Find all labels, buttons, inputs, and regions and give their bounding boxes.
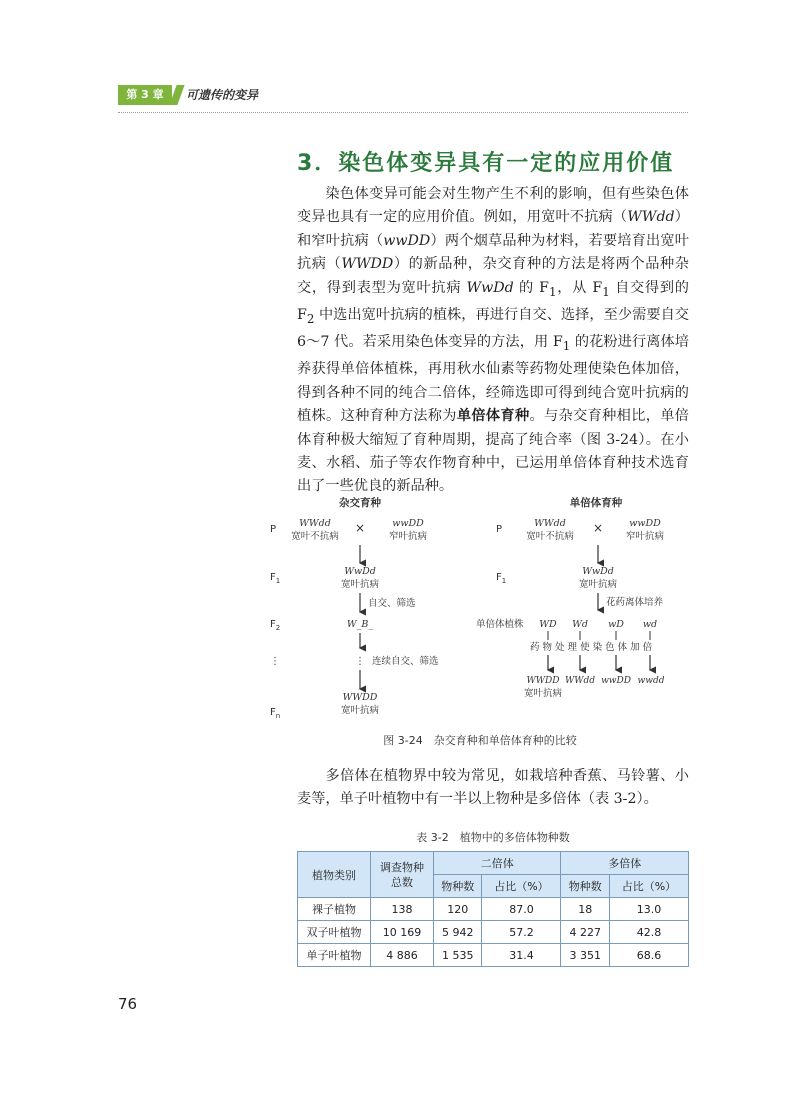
step-drug: 药 物 处 理 使 染 色 体 加 倍 (530, 642, 653, 653)
p2-genotype: wwDD (392, 518, 424, 529)
f1-genotype-right: WwDd (582, 566, 614, 577)
p1-genotype: WWdd (299, 518, 331, 529)
breeding-diagram (260, 490, 700, 730)
fn-phenotype: 宽叶抗病 (340, 705, 380, 716)
body-paragraph-2: 多倍体在植物界中较为常见，如栽培种香蕉、马铃薯、小麦等，单子叶植物中有一半以上物种是多倍体（表 3-2）。 (297, 768, 689, 808)
dots-middle: ⋮ (355, 656, 365, 667)
col-total: 调查物种 总数 (371, 852, 434, 898)
col-polyploid-pct: 占比（%） (609, 875, 688, 898)
f2-genotype: W_B_ (346, 619, 374, 630)
table-row: 单子叶植物 4 886 1 535 31.4 3 351 68.6 (298, 944, 689, 967)
key-term: 单倍体育种 (456, 408, 530, 425)
section-title: 3．染色体变异具有一定的应用价值 (297, 151, 675, 176)
f1-phenotype: 宽叶抗病 (340, 579, 380, 590)
chapter-badge: 第 3 章 (126, 88, 164, 101)
gen-f1-right: $F_1$ (496, 572, 507, 585)
diploid-4: wwdd (637, 676, 665, 686)
body-paragraph-1: 染色体变异可能会对生物产生不利的影响，但有些染色体变异也具有一定的应用价值。例如，用宽叶不抗病（WWdd）和窄叶抗病（wwDD）两个烟草品种为材料，若要培育出宽叶抗病（WWDD）的新品种，杂交育种的方法是将两个品种杂交，得到表型为宽叶抗病 WwDd 的 $F_1$，从 $F_1$ 自交得到的 $F_2$ 中选出宽叶抗病的植株，再进行自交、选择，至少需要自交 6～7 代。若采用染色体变异的方法，用 $F_1$ 的花粉进行离体培养获得单倍体植株，再用秋水仙素等药物处理使染色体加倍，得到各种不同的纯合二倍体，经筛选即可得到纯合宽叶抗病的植株。这种育种方法称为单倍体育种。与杂交育种相比，单倍体育种极大缩短了育种周期，提高了纯合率（图 3-24）。在小麦、水稻、茄子等农作物育种中，已运用单倍体育种技术选育出了一些优良的新品种。 (297, 186, 689, 495)
p2-phenotype-right: 窄叶抗病 (625, 531, 665, 542)
diploid-3: wwDD (601, 676, 631, 686)
table-row: 双子叶植物 10 169 5 942 57.2 4 227 42.8 (298, 921, 689, 944)
gen-fn-left: $F_n$ (270, 707, 281, 720)
p2-phenotype: 窄叶抗病 (388, 531, 428, 542)
f1-genotype: WwDd (344, 566, 376, 577)
figure-caption: 图 3-24 杂交育种和单倍体育种的比较 (383, 734, 577, 747)
gen-dots-left: ⋮ (270, 656, 280, 667)
right-diagram-title: 单倍体育种 (569, 497, 623, 509)
col-diploid: 二倍体 (434, 852, 561, 875)
header-divider (118, 112, 688, 113)
p2-genotype-right: wwDD (629, 518, 661, 529)
gen-p-left: P (270, 524, 277, 535)
gen-f1-left: $F_1$ (270, 572, 281, 585)
table-caption: 表 3-2 植物中的多倍体物种数 (416, 831, 570, 844)
col-diploid-count: 物种数 (434, 875, 482, 898)
p1-phenotype: 宽叶不抗病 (291, 531, 339, 542)
left-diagram-title: 杂交育种 (339, 497, 381, 509)
chapter-title: 可遗传的变异 (186, 88, 259, 102)
col-polyploid-count: 物种数 (561, 875, 609, 898)
diploid-2: WWdd (564, 676, 596, 686)
haploid-4: wd (642, 619, 658, 630)
cross-symbol-right: × (592, 521, 604, 535)
cross-symbol: × (354, 521, 366, 535)
haploid-2: Wd (572, 619, 588, 630)
step-continue: 连续自交、筛选 (372, 656, 439, 667)
fn-genotype: WWDD (342, 692, 378, 703)
gen-f2-left: $F_2$ (270, 619, 281, 632)
step-self: 自交、筛选 (368, 598, 416, 609)
haploid-1: WD (539, 619, 557, 630)
figure-3-24 (260, 490, 700, 730)
haploid-label: 单倍体植株 (476, 619, 524, 630)
result-phenotype: 宽叶抗病 (523, 688, 563, 699)
col-polyploid: 多倍体 (561, 852, 689, 875)
col-diploid-pct: 占比（%） (482, 875, 561, 898)
table-row: 裸子植物 138 120 87.0 18 13.0 (298, 898, 689, 921)
haploid-3: wD (608, 619, 624, 630)
step-pollen: 花药离体培养 (606, 597, 664, 608)
p1-phenotype-right: 宽叶不抗病 (526, 531, 574, 542)
page-number: 76 (118, 995, 138, 1013)
col-category: 植物类别 (298, 852, 371, 898)
gen-p-right: P (496, 524, 503, 535)
p1-genotype-right: WWdd (534, 518, 566, 529)
polyploid-table (297, 851, 689, 967)
f1-phenotype-right: 宽叶抗病 (578, 579, 618, 590)
diploid-1: WWDD (526, 676, 560, 686)
